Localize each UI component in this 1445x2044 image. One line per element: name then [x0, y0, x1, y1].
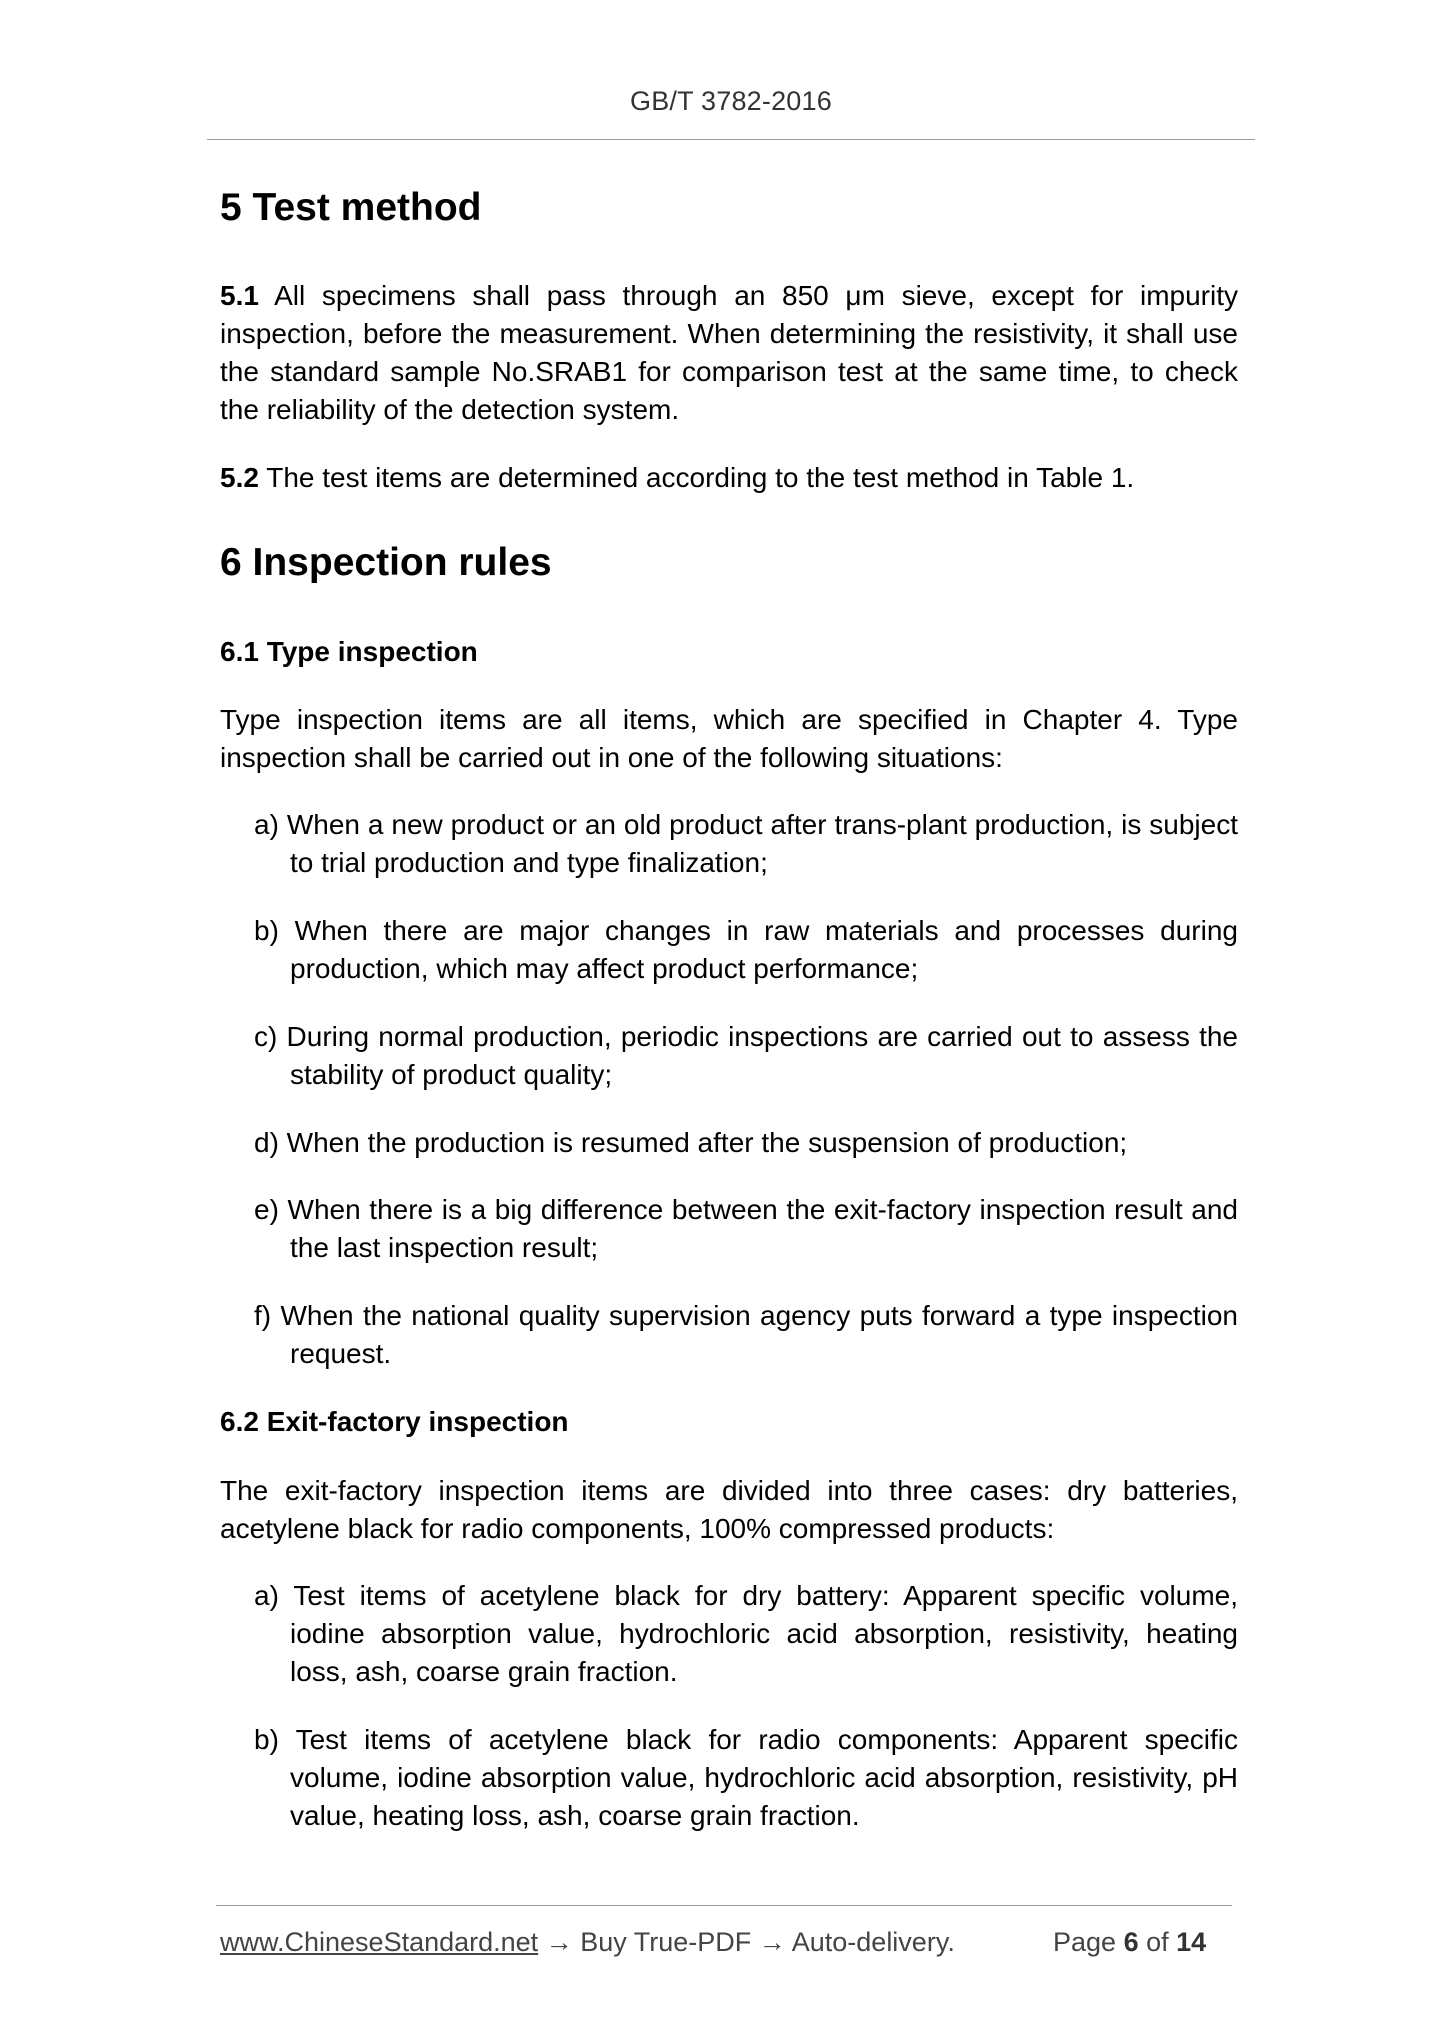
- footer-divider: [216, 1905, 1232, 1906]
- header-divider: [207, 139, 1255, 140]
- list-item: b) Test items of acetylene black for radio components: Apparent specific volume, iodine absorption value, hydrochloric acid absorption, resistivity, pH value, heating loss, ash, coarse grain fraction.: [254, 1724, 1238, 1831]
- list-item: f) When the national quality supervision agency puts forward a type inspection request.: [254, 1300, 1238, 1369]
- list-item: e) When there is a big difference between the exit-factory inspection result and the last inspection result;: [254, 1194, 1238, 1263]
- list-item: b) When there are major changes in raw materials and processes during production, which may affect product performance;: [254, 915, 1238, 984]
- clause-5-2-number: 5.2: [220, 462, 259, 493]
- section-6-heading: 6 Inspection rules: [220, 541, 552, 584]
- clause-6-1-intro: Type inspection items are all items, which are specified in Chapter 4. Type inspection shall be carried out in one of the following situations:: [220, 704, 1238, 773]
- clause-5-1-number: 5.1: [220, 280, 259, 311]
- page-label: Page: [1053, 1927, 1124, 1957]
- page-indicator: [1053, 1927, 1206, 1958]
- clause-5-1: [220, 277, 1238, 429]
- list-item: c) During normal production, periodic inspections are carried out to assess the stability of product quality;: [254, 1021, 1238, 1090]
- page-of-label: of: [1138, 1927, 1177, 1957]
- list-item: d) When the production is resumed after the suspension of production;: [254, 1127, 1128, 1158]
- document-header-id: GB/T 3782-2016: [630, 86, 832, 116]
- site-link[interactable]: www.ChineseStandard.net: [220, 1927, 539, 1957]
- clause-5-2: [220, 459, 1238, 497]
- clause-6-2-heading: 6.2 Exit-factory inspection: [220, 1406, 569, 1437]
- clause-6-1-heading: 6.1 Type inspection: [220, 636, 478, 667]
- list-item: a) When a new product or an old product after trans-plant production, is subject to trial production and type finalization;: [254, 809, 1238, 878]
- clause-5-2-text: The test items are determined according to the test method in Table 1.: [258, 462, 1135, 493]
- clause-6-2-intro: The exit-factory inspection items are divided into three cases: dry batteries, acetylene black for radio components, 100% compressed products:: [220, 1475, 1238, 1544]
- section-5-heading: 5 Test method: [220, 186, 482, 229]
- list-item: a) Test items of acetylene black for dry battery: Apparent specific volume, iodine absorption value, hydrochloric acid absorption, resistivity, heating loss, ash, coarse grain fraction.: [254, 1580, 1238, 1687]
- footer-promo: [220, 1927, 955, 1958]
- page-total: 14: [1176, 1927, 1207, 1957]
- clause-5-1-text: All specimens shall pass through an 850 μm sieve, except for impurity inspection, before the measurement. When determining the resistivity, it shall use the standard sample No.SRAB1 for comparison test at the same time, to check the reliability of the detection system.: [220, 280, 1238, 425]
- page-current: 6: [1123, 1927, 1139, 1957]
- footer-tagline: → Buy True-PDF → Auto-delivery.: [538, 1927, 955, 1957]
